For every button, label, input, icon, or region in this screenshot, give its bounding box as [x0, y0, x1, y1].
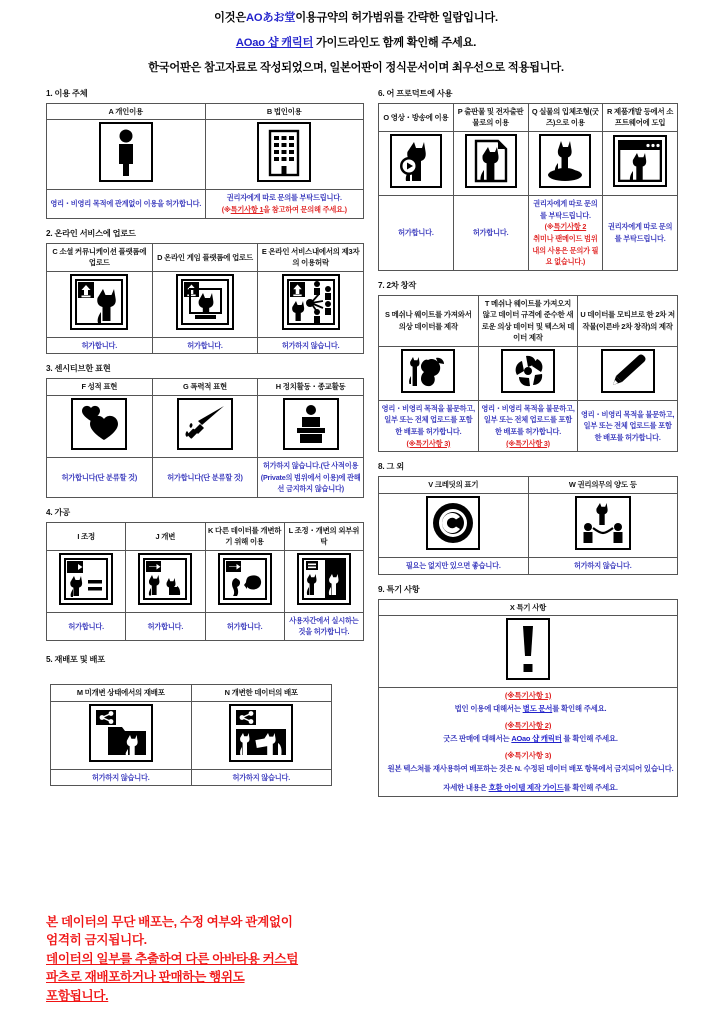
cell-note-L: 사용자간에서 실시하는 것을 허가합니다.: [284, 612, 363, 640]
table-row-icons: [47, 120, 364, 190]
final-guide-post: 를 확인해 주세요.: [563, 782, 618, 792]
warning-line-2: 엄격히 금지됩니다.: [46, 933, 147, 948]
cell-note-A: 영리・비영리 목적에 관계없이 이용을 허가합니다.: [47, 190, 206, 218]
note-T-main: 영리・비영리 목적을 불문하고, 일부 또는 전체 업로드를 포함한 배포를 허가합니다.: [481, 403, 575, 437]
note-2-reference-link[interactable]: 특기사항 2: [553, 222, 587, 232]
warning-line-3: 데이터의 일부를 추출하여 다른 아바타용 커스텀: [46, 951, 299, 966]
note-2-body-post: 를 확인해 주세요.: [561, 733, 618, 743]
cell-note-W: 허가하지 않습니다.: [528, 557, 678, 574]
note-B-red-suffix: 을 참고하여 문의해 주세요.): [263, 205, 347, 215]
podium-speaker-icon: [283, 398, 339, 450]
table-row-notes: [379, 400, 678, 452]
table-row-notes: [47, 457, 364, 497]
cell-icon-F: [47, 395, 153, 457]
building-icon: [257, 122, 311, 182]
section-9-table: [378, 599, 678, 797]
final-guide-pre: 자세한 내용은: [443, 782, 489, 792]
cell-head-G: G 폭력적 표현: [152, 379, 258, 395]
note-1-body: [381, 703, 675, 715]
section-6-title: 6. 어 프로덕트에 사용: [378, 89, 453, 98]
left-column: [46, 88, 364, 786]
note-T-red-text: (※특기사항 3): [506, 438, 550, 448]
person-icon: [99, 122, 153, 182]
table-row-notes: [51, 769, 332, 786]
cell-head-H: H 정치활동・종교활동: [258, 379, 364, 395]
section-8-title: 8. 그 외: [378, 462, 404, 472]
section-2-table: [46, 243, 364, 355]
cell-note-G: 허가합니다(단 분류할 것): [152, 457, 258, 497]
table-row-notes: [379, 195, 678, 270]
header-line-2-suffix: 가이드라인도 함께 확인해 주세요.: [313, 37, 477, 49]
header-line-1: [0, 9, 712, 25]
header-line-2: [0, 34, 712, 50]
note-3-body: 원본 텍스쳐를 재사용하여 배포하는 것은 N. 수정된 데이터 배포 항목에서 금지되어 있습니다.: [387, 763, 674, 773]
table-row-notes: [379, 557, 678, 574]
table-row-notes: [379, 687, 678, 796]
cell-head-F: F 성적 표현: [47, 379, 153, 395]
section-3-table: [46, 378, 364, 497]
table-row-headers: [379, 104, 678, 132]
section-8-table: [378, 476, 678, 574]
cell-note-E: 허가하지 않습니다.: [258, 337, 364, 354]
arrow-two-cats-icon: [138, 553, 192, 605]
final-guide-line: [381, 782, 675, 794]
section-4-title: 4. 가공: [46, 507, 70, 517]
knife-icon: [177, 398, 233, 450]
table-row-notes: [47, 612, 364, 640]
note-3-heading: (※특기사항 3): [504, 750, 552, 760]
cell-icon-I: [47, 550, 126, 612]
table-row-headers: [47, 104, 364, 120]
cell-note-M: 허가하지 않습니다.: [51, 769, 192, 786]
note-1-body-post: 를 확인해 주세요.: [552, 703, 607, 713]
section-2-title: 2. 온라인 서비스에 업로드: [46, 228, 136, 238]
cell-note-T: [478, 400, 578, 452]
cell-icon-K: [205, 550, 284, 612]
cell-icon-P: [453, 131, 528, 195]
cell-note-B: [205, 190, 364, 218]
note-1-body-pre: 법인 이용에 대해서는: [454, 703, 523, 713]
arrow-ribbon-icon: [218, 553, 272, 605]
cell-icon-A: [47, 120, 206, 190]
arrow-cat-equal-icon: [59, 553, 113, 605]
share-two-cats-icon: [229, 704, 293, 762]
section-7-table: [378, 295, 678, 453]
cell-note-Q: [528, 195, 603, 270]
table-row-icons: [379, 615, 678, 687]
cell-icon-C: [47, 271, 153, 337]
cell-note-U: 영리・비영리 목적을 불문하고, 일부 또는 전체 업로드를 포함한 배포를 허가합니다.: [578, 400, 678, 452]
cell-icon-X: [379, 615, 678, 687]
cell-note-N: 허가하지 않습니다.: [191, 769, 332, 786]
cell-head-C: C 소셜 커뮤니케이션 플랫폼에 업로드: [47, 243, 153, 271]
table-row-headers: [379, 477, 678, 493]
cell-icon-W: [528, 493, 678, 557]
table-row-notes: [47, 190, 364, 218]
cell-head-X: X 특기 사항: [379, 599, 678, 615]
note-Q-red-suffix: 취미나 팬메이드 범위 내의 사용은 문의가 필요 없습니다.): [532, 233, 599, 267]
cell-head-N: N 개변한 데이터의 배포: [191, 685, 332, 701]
cell-note-I: 허가합니다.: [47, 612, 126, 640]
note-B-red: [222, 205, 347, 214]
cell-head-V: V 크레딧의 표기: [379, 477, 529, 493]
cat-play-icon: [390, 134, 442, 188]
cell-head-L: L 조정・개변의 외부위탁: [284, 522, 363, 550]
cell-icon-O: [379, 131, 454, 195]
note-3-reference-link-T[interactable]: [506, 439, 550, 448]
cell-head-P: P 출판물 및 전자출판물로의 이용: [453, 104, 528, 132]
cell-head-U: U 데이터를 모티브로 한 2차 저작물(이른바 2차 창작)의 제작: [578, 295, 678, 346]
compatible-item-guide-link[interactable]: 호환 아이템 제작 가이드: [488, 782, 564, 792]
note-S-main: 영리・비영리 목적을 불문하고, 일부 또는 전체 업로드를 포함한 배포를 허가합니다.: [381, 403, 475, 437]
cell-head-B: B 법인이용: [205, 104, 364, 120]
cell-head-J: J 개변: [126, 522, 205, 550]
cell-icon-V: [379, 493, 529, 557]
cell-head-M: M 미개변 상태에서의 재배포: [51, 685, 192, 701]
section-3-title: 3. 센시티브한 표현: [46, 364, 111, 374]
right-column: [378, 88, 678, 797]
cell-head-A: A 개인이용: [47, 104, 206, 120]
cell-note-J: 허가합니다.: [126, 612, 205, 640]
cell-head-K: K 다른 데이터를 개변하기 위해 이용: [205, 522, 284, 550]
note-3-reference-link-S[interactable]: [406, 439, 450, 448]
brand-name: AOあお堂: [245, 12, 296, 24]
copyright-icon: [426, 496, 480, 550]
upload-cat-icon: [70, 274, 128, 330]
cell-icon-T: [478, 346, 578, 400]
note-Q-red-prefix: (※: [544, 222, 554, 232]
cat-figurine-icon: [539, 134, 591, 188]
cell-head-S: S 메쉬나 웨이트를 가져와서 의상 데이터를 제작: [379, 295, 479, 346]
cell-note-H: 허가하지 않습니다.(단 사적이용(Private의 범위에서 이용)에 관해선 금지하지 않습니다): [258, 457, 364, 497]
special-notes-block: [379, 687, 678, 796]
cell-icon-L: [284, 550, 363, 612]
header-line-1-prefix: 이것은: [214, 12, 246, 24]
cell-icon-S: [379, 346, 479, 400]
cell-head-R: R 제품개발 등에서 소프트웨어에 도입: [603, 104, 678, 132]
note-2-body: [381, 733, 675, 745]
cell-icon-B: [205, 120, 364, 190]
section-1-title: 1. 이용 주체: [46, 89, 88, 98]
table-row-headers: [51, 685, 332, 701]
exclamation-icon: [506, 618, 550, 680]
cloth-pieces-icon: [501, 349, 555, 393]
cell-note-K: 허가합니다.: [205, 612, 284, 640]
note-1-heading: (※특기사항 1): [504, 690, 552, 700]
table-row-headers: [47, 379, 364, 395]
outsourcing-cats-icon: [297, 553, 351, 605]
cat-document-icon: [465, 134, 517, 188]
table-row-icons: [379, 131, 678, 195]
cell-icon-H: [258, 395, 364, 457]
page-header: [0, 0, 712, 75]
cell-icon-J: [126, 550, 205, 612]
cell-icon-E: [258, 271, 364, 337]
upload-cat-share-icon: [282, 274, 340, 330]
note-2-heading: (※특기사항 2): [504, 720, 552, 730]
cell-icon-U: [578, 346, 678, 400]
header-line-3: 한국어판은 참고자료로 작성되었으며, 일본어판이 정식문서이며 최우선으로 적용됩니다.: [148, 62, 564, 74]
warning-line-4: 파츠로 재배포하거나 판매하는 행위도: [46, 970, 245, 985]
cell-note-P: 허가합니다.: [453, 195, 528, 270]
note-B-red-prefix: (※: [221, 205, 231, 215]
shop-character-link[interactable]: AOao 샵 캐릭터: [235, 37, 314, 49]
table-row-headers: [379, 599, 678, 615]
note-2-body-pre: 굿즈 판매에 대해서는: [443, 733, 512, 743]
cell-note-D: 허가합니다.: [152, 337, 258, 354]
table-row-icons: [379, 493, 678, 557]
cell-icon-N: [191, 701, 332, 769]
table-row-icons: [51, 701, 332, 769]
note-Q-main: 권리자에게 따로 문의를 부탁드립니다.: [533, 198, 598, 220]
share-folder-cat-icon: [89, 704, 153, 762]
cell-head-Q: Q 실물의 입체조형(굿즈)으로 이용: [528, 104, 603, 132]
cell-icon-M: [51, 701, 192, 769]
note-S-red-text: (※특기사항 3): [406, 438, 451, 448]
cell-note-O: 허가합니다.: [379, 195, 454, 270]
table-row-icons: [47, 550, 364, 612]
cell-head-O: O 영상・방송에 이용: [379, 104, 454, 132]
section-5-table: [50, 684, 332, 786]
rights-transfer-icon: [575, 496, 631, 550]
warning-line-1: 본 데이터의 무단 배포는, 수정 여부와 관계없이: [46, 915, 293, 929]
table-row-headers: [47, 243, 364, 271]
cell-icon-Q: [528, 131, 603, 195]
section-7-title: 7. 2차 창작: [378, 280, 417, 290]
section-5-title: 5. 재배포 및 배포: [46, 655, 105, 665]
cell-note-V: 필요는 없지만 있으면 좋습니다.: [379, 557, 529, 574]
table-row-headers: [379, 295, 678, 346]
note-Q-red: [532, 222, 598, 266]
cell-head-T: T 메쉬나 웨이트를 가져오지 않고 데이터 규격에 준수한 새로운 의상 데이터 및 텍스쳐 데이터 제작: [478, 295, 578, 346]
cell-head-I: I 조정: [47, 522, 126, 550]
cell-icon-D: [152, 271, 258, 337]
table-row-headers: [47, 522, 364, 550]
table-row-icons: [47, 395, 364, 457]
cell-head-E: E 온라인 서비스내에서의 제3자의 이용허락: [258, 243, 364, 271]
warning-line-5: 포함됩니다.: [46, 988, 109, 1003]
table-row-icons: [47, 271, 364, 337]
section-1-table: [46, 103, 364, 219]
shop-character-link-note[interactable]: AOao 샵 캐릭터: [511, 733, 562, 743]
header-line-1-suffix: 이용규약의 허가범위를 간략한 일람입니다.: [295, 12, 498, 24]
cell-note-R: 권리자에게 따로 문의를 부탁드립니다.: [603, 195, 678, 270]
cell-note-F: 허가합니다(단 분류할 것): [47, 457, 153, 497]
table-row-icons: [379, 346, 678, 400]
redistribution-warning: [46, 913, 376, 1005]
cell-note-S: [379, 400, 479, 452]
section-9-title: 9. 특기 사항: [378, 584, 420, 594]
cell-note-C: 허가합니다.: [47, 337, 153, 354]
cell-icon-R: [603, 131, 678, 195]
cat-browser-icon: [613, 135, 667, 187]
pen-icon: [601, 349, 655, 393]
section-4-table: [46, 522, 364, 641]
hearts-icon: [71, 398, 127, 450]
cat-mesh-icon: [401, 349, 455, 393]
cell-head-D: D 온라인 게임 플랫폼에 업로드: [152, 243, 258, 271]
cell-head-W: W 권리의무의 양도 등: [528, 477, 678, 493]
section-6-table: [378, 103, 678, 271]
table-row-notes: [47, 337, 364, 354]
note-B-main: 권리자에게 따로 문의를 부탁드립니다.: [226, 193, 342, 203]
cell-icon-G: [152, 395, 258, 457]
upload-cat-monitor-icon: [176, 274, 234, 330]
separate-document-link[interactable]: 별도 문서: [522, 703, 553, 713]
note-1-reference-link[interactable]: 특기사항 1: [230, 205, 264, 215]
